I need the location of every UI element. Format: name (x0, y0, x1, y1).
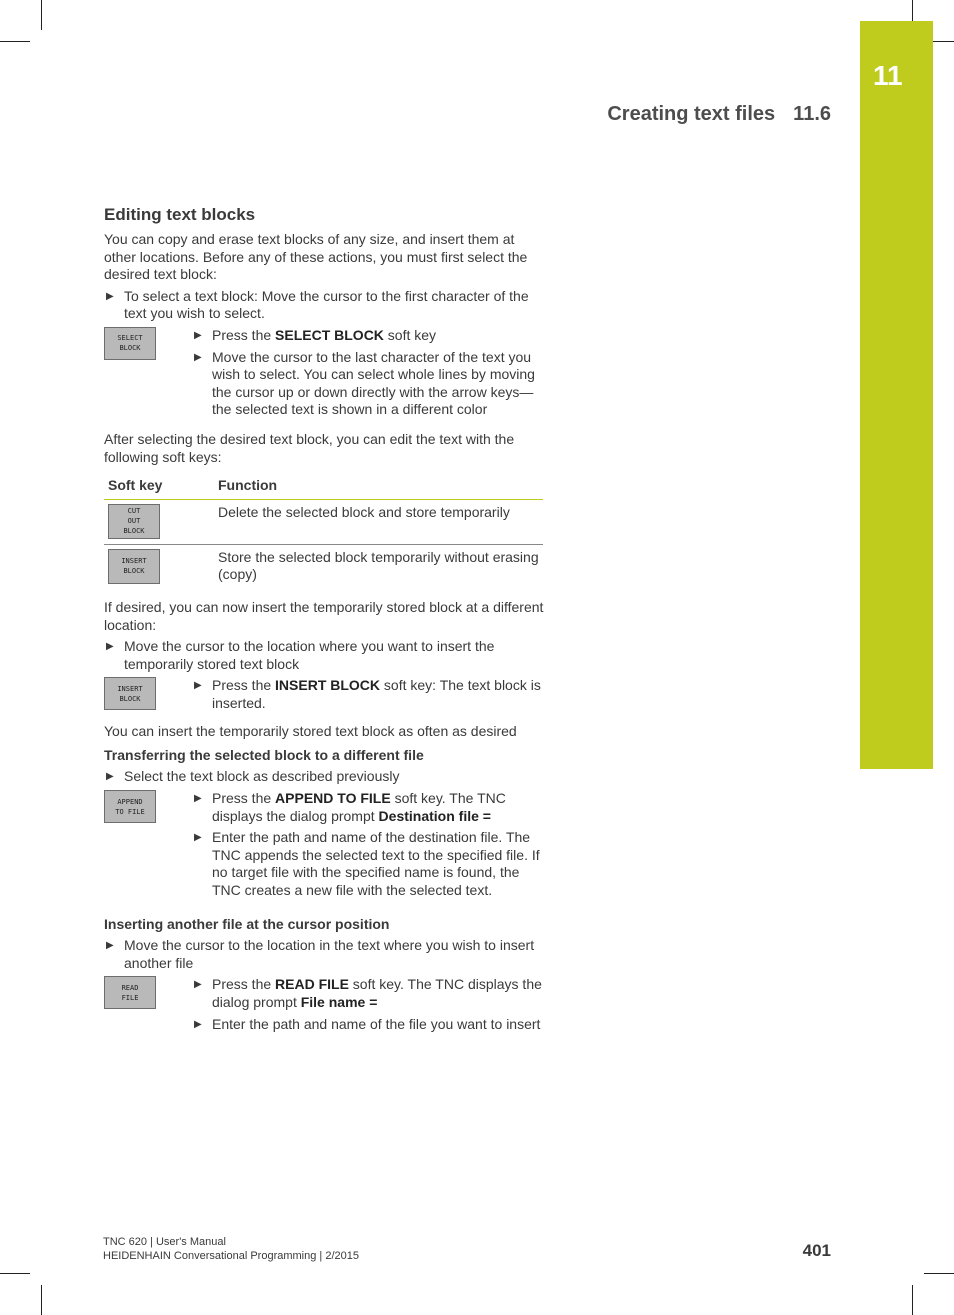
insert-file-sub-step (192, 1016, 544, 1034)
insert-file-sub-step (192, 976, 544, 1011)
intro-paragraph: You can copy and erase text blocks of any size, and insert them at other locations. Before any of these actions, you must first select the desired text block: (104, 231, 528, 283)
insert-sub-step (192, 677, 544, 712)
softkey-line: TO FILE (115, 807, 145, 816)
append-to-file-softkey[interactable] (104, 790, 156, 823)
footer-line: HEIDENHAIN Conversational Programming | 2/2015 (103, 1250, 359, 1262)
triangle-right-icon: ▶ (194, 680, 202, 692)
step-text: Enter the path and name of the destination file. The TNC appends the selected text to the specified file. If no target file with the specified name is found, the TNC creates a new file with the selected text. (212, 829, 540, 899)
crop-mark (912, 1285, 913, 1315)
step-text: Select the text block as described previously (124, 768, 400, 785)
crop-mark (41, 0, 42, 30)
insert-note: You can insert the temporarily stored text block as often as desired (104, 723, 517, 740)
softkey-name: SELECT BLOCK (275, 326, 384, 343)
table-cell-softkey (104, 499, 214, 544)
insert-step (104, 638, 544, 673)
page-content (104, 205, 544, 1037)
insert-block-row (104, 677, 544, 715)
triangle-right-icon: ▶ (194, 793, 202, 805)
table-header-softkey: Soft key (104, 474, 214, 499)
dialog-prompt: Destination file = (378, 807, 491, 824)
softkey-line: BLOCK (123, 527, 145, 536)
table-cell-function: Store the selected block temporarily without erasing (copy) (218, 548, 539, 583)
running-head-title: Creating text files (607, 103, 776, 125)
transfer-sub-step (192, 790, 544, 825)
triangle-right-icon: ▶ (194, 351, 202, 363)
footer (103, 1235, 359, 1263)
triangle-right-icon: ▶ (194, 832, 202, 844)
select-step (104, 288, 544, 323)
append-to-file-row (104, 790, 544, 900)
softkey-line: CUT (127, 507, 141, 516)
softkey-name: READ FILE (275, 976, 349, 993)
step-text: Move the cursor to the location where you want to insert the temporarily stored text block (124, 638, 495, 672)
select-sub-step (192, 349, 544, 419)
softkey-line: BLOCK (119, 694, 141, 703)
chapter-tab (860, 21, 933, 769)
section-heading: Editing text blocks (104, 205, 256, 224)
running-head (607, 103, 831, 126)
select-step-text: To select a text block: Move the cursor to the first character of the text you wish to select. (124, 287, 529, 322)
table-row (104, 499, 543, 544)
dialog-prompt: File name = (300, 994, 378, 1010)
footer-line: TNC 620 | User's Manual (103, 1236, 226, 1248)
transfer-heading: Transferring the selected block to a different file (104, 746, 424, 763)
insert-file-step (104, 937, 544, 972)
softkey-name: INSERT BLOCK (275, 677, 381, 694)
insert-block-softkey[interactable] (108, 549, 160, 584)
softkey-line: INSERT (117, 684, 143, 693)
crop-mark (41, 1285, 42, 1315)
triangle-right-icon: ▶ (106, 641, 114, 653)
select-block-row (104, 327, 544, 419)
softkey-line: BLOCK (119, 344, 141, 353)
step-text: Press the (212, 326, 276, 343)
step-text: soft key. The TNC displays the dialog prompt (212, 790, 506, 824)
table-cell-function: Delete the selected block and store temporarily (214, 499, 543, 544)
step-text: soft key (383, 326, 437, 343)
crop-mark (0, 41, 30, 42)
triangle-right-icon: ▶ (194, 1018, 202, 1030)
step-text: Enter the path and name of the file you want to insert (212, 1015, 541, 1032)
softkey-table (104, 474, 543, 589)
crop-mark (924, 1273, 954, 1274)
triangle-right-icon: ▶ (106, 290, 114, 302)
select-block-softkey[interactable] (104, 327, 156, 360)
transfer-sub-step (192, 829, 544, 899)
page-number: 401 (802, 1241, 831, 1260)
triangle-right-icon: ▶ (194, 979, 202, 991)
step-text: Move the cursor to the location in the text where you wish to insert another file (124, 937, 535, 971)
table-header-function: Function (214, 474, 543, 499)
table-row (104, 544, 543, 589)
crop-mark (0, 1273, 30, 1274)
read-file-row (104, 976, 544, 1033)
softkey-line: INSERT (121, 557, 147, 566)
after-select-paragraph: After selecting the desired text block, you can edit the text with the following soft keys: (104, 430, 515, 465)
insert-file-heading: Inserting another file at the cursor position (104, 915, 390, 932)
insert-intro-paragraph: If desired, you can now insert the temporarily stored block at a different location: (104, 598, 544, 633)
chapter-number: 11 (873, 60, 903, 91)
insert-block-softkey[interactable] (104, 677, 156, 710)
read-file-softkey[interactable] (104, 976, 156, 1009)
step-text: Move the cursor to the last character of the text you wish to select. You can select whole lines by moving the cursor up or down directly with the arrow keys—the selected text is shown in a different color (212, 348, 535, 418)
step-text: Press the (212, 790, 276, 807)
table-cell-softkey (104, 544, 214, 589)
softkey-line: BLOCK (123, 567, 145, 576)
step-text: soft key. The TNC displays the dialog prompt (212, 976, 542, 1010)
triangle-right-icon: ▶ (106, 940, 114, 952)
step-text: Press the (212, 976, 276, 993)
step-text: Press the (212, 677, 276, 694)
softkey-line: READ (121, 983, 139, 992)
transfer-step (104, 768, 544, 786)
triangle-right-icon: ▶ (106, 771, 114, 783)
step-text: soft key: The text block is inserted. (212, 677, 541, 711)
triangle-right-icon: ▶ (194, 329, 202, 341)
select-sub-step (192, 327, 544, 345)
softkey-name: APPEND TO FILE (275, 790, 391, 807)
softkey-line: APPEND (117, 797, 143, 806)
running-head-section: 11.6 (793, 103, 831, 125)
softkey-line: OUT (127, 517, 141, 526)
cut-out-block-softkey[interactable] (108, 504, 160, 539)
softkey-line: SELECT (117, 334, 143, 343)
softkey-line: FILE (121, 993, 139, 1002)
